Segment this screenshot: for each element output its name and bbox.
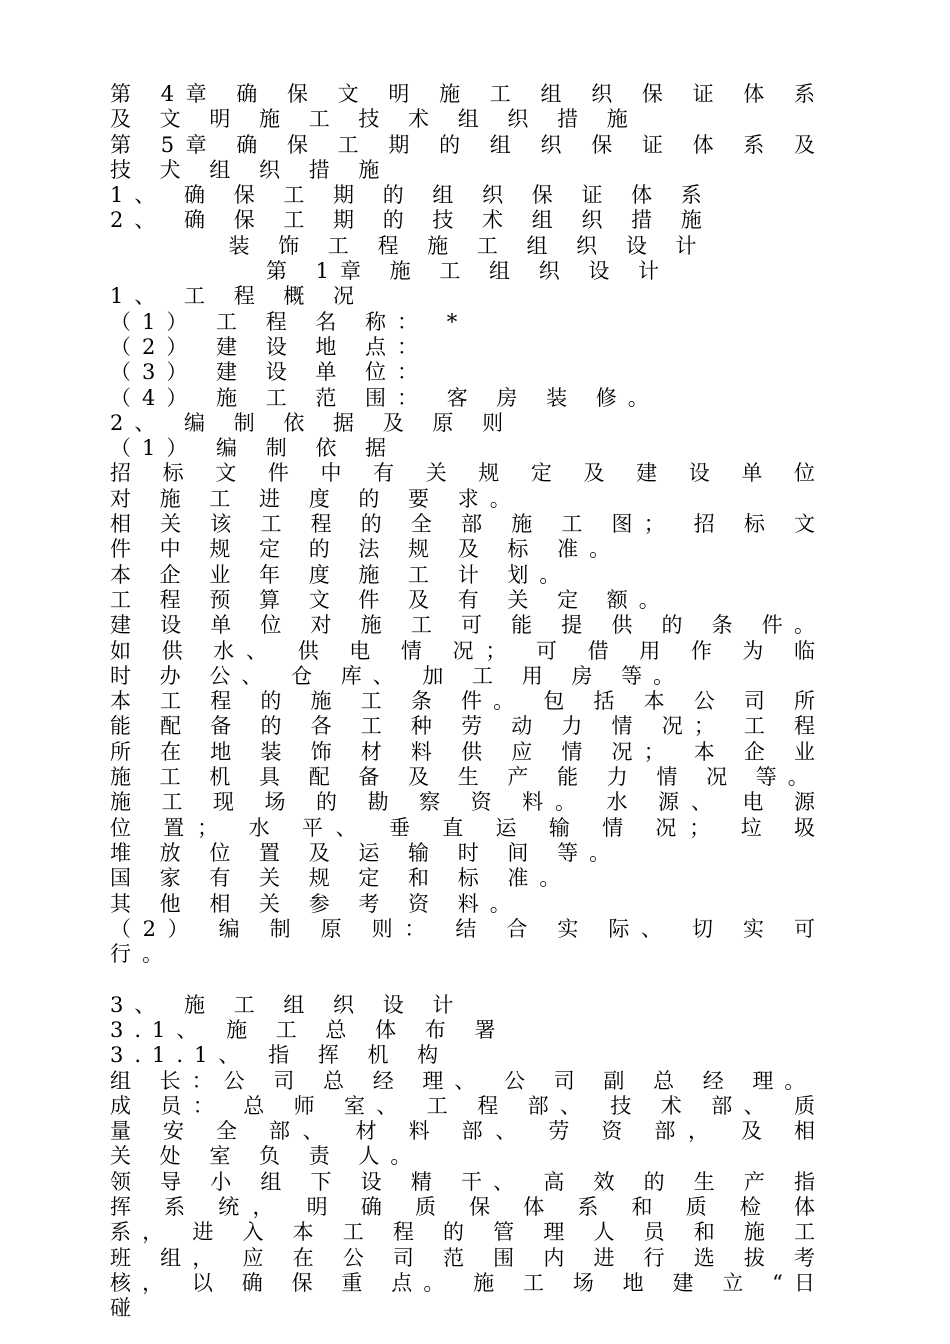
chapter-1-title: 第 1章 施 工 组 织 设 计 bbox=[265, 259, 671, 284]
toc-chapter-5: 第 5章 确 保 工 期 的 组 织 保 证 体 系 及 技 犬 组 织 措 施 bbox=[110, 132, 826, 182]
document-title: 装 饰 工 程 施 工 组 织 设 计 bbox=[228, 233, 708, 258]
section-3-1-1-heading: 3.1.1、 指 挥 机 构 bbox=[110, 1043, 450, 1068]
basis-item: 其 他 相 关 参 考 资 料。 bbox=[110, 891, 522, 916]
basis-item: 施 工 现 场 的 勘 察 资 料。 水 源、 电 源 位 置； 水 平、 垂 直 运 输 情 况； 垃 圾 堆 放 位 置 及 运 输 时 间 等。 bbox=[110, 790, 826, 865]
toc-chapter-5-item-2: 2、 确 保 工 期 的 技 术 组 织 措 施 bbox=[110, 208, 713, 233]
basis-item: 相 关 该 工 程 的 全 部 施 工 图； 招 标 文 件 中 规 定 的 法 规 及 标 准。 bbox=[110, 512, 826, 562]
basis-item: 工 程 预 算 文 件 及 有 关 定 额。 bbox=[110, 587, 671, 612]
toc-chapter-4: 第 4章 确 保 文 明 施 工 组 织 保 证 体 系 及 文 明 施 工 技 术 组 织 措 施 bbox=[110, 82, 826, 132]
basis-item: 招 标 文 件 中 有 关 规 定 及 建 设 单 位 对 施 工 进 度 的 要 求。 bbox=[110, 461, 826, 511]
basis-item: 本 工 程 的 施 工 条 件。 包 括 本 公 司 所 能 配 备 的 各 工 种 劳 动 力 情 况； 工 程 所 在 地 装 饰 材 料 供 应 情 况； 本 企 业 施 工 机 具 配 备 及 生 产 能 力 情 况 等。 bbox=[110, 689, 826, 790]
blank-line bbox=[110, 967, 826, 992]
section-2-heading: 2、 编 制 依 据 及 原 则 bbox=[110, 410, 515, 435]
toc-chapter-5-item-1: 1、 确 保 工 期 的 组 织 保 证 体 系 bbox=[110, 183, 713, 208]
compilation-principle: （2） 编 制 原 则： 结 合 实 际、 切 实 可 行。 bbox=[110, 916, 826, 967]
basis-item: 国 家 有 关 规 定 和 标 准。 bbox=[110, 866, 572, 891]
body-paragraph: 领 导 小 组 下 设 精 干、 高 效 的 生 产 指 挥 系 统， 明 确 质 保 体 系 和 质 检 体 系， 进 入 本 工 程 的 管 理 人 员 和 施 工 班 组， 应 在 公 司 范 围 内 进 行 选 拔 考 核， 以 确 保 重 点。 施 工 场 地 建 立 “日 碰 bbox=[110, 1169, 826, 1321]
section-3-heading: 3、 施 工 组 织 设 计 bbox=[110, 992, 465, 1017]
section-1-heading: 1、 工 程 概 况 bbox=[110, 284, 366, 309]
basis-item: 建 设 单 位 对 施 工 可 能 提 供 的 条 件。 如 供 水、 供 电 情 况； 可 借 用 作 为 临 时 办 公、 仓 库、 加 工 用 房 等。 bbox=[110, 613, 826, 688]
compilation-basis-heading: （1） 编 制 依 据 bbox=[110, 436, 398, 461]
project-name: （1） 工 程 名 称： * bbox=[110, 309, 469, 334]
construction-unit: （3） 建 设 单 位： bbox=[110, 360, 430, 385]
team-leader: 组 长：公 司 总 经 理、 公 司 副 总 经 理。 bbox=[110, 1068, 817, 1093]
construction-site: （2） 建 设 地 点： bbox=[110, 334, 430, 359]
basis-item: 本 企 业 年 度 施 工 计 划。 bbox=[110, 562, 572, 587]
team-members: 成 员： 总 师 室、 工 程 部、 技 术 部、 质 量 安 全 部、 材 料 部、 劳 资 部， 及 相 关 处 室 负 责 人。 bbox=[110, 1093, 826, 1169]
document-body bbox=[110, 82, 826, 1322]
section-3-1-heading: 3.1、 施 工 总 体 布 署 bbox=[110, 1017, 507, 1042]
construction-scope: （4） 施 工 范 围： 客 房 装 修。 bbox=[110, 385, 660, 410]
